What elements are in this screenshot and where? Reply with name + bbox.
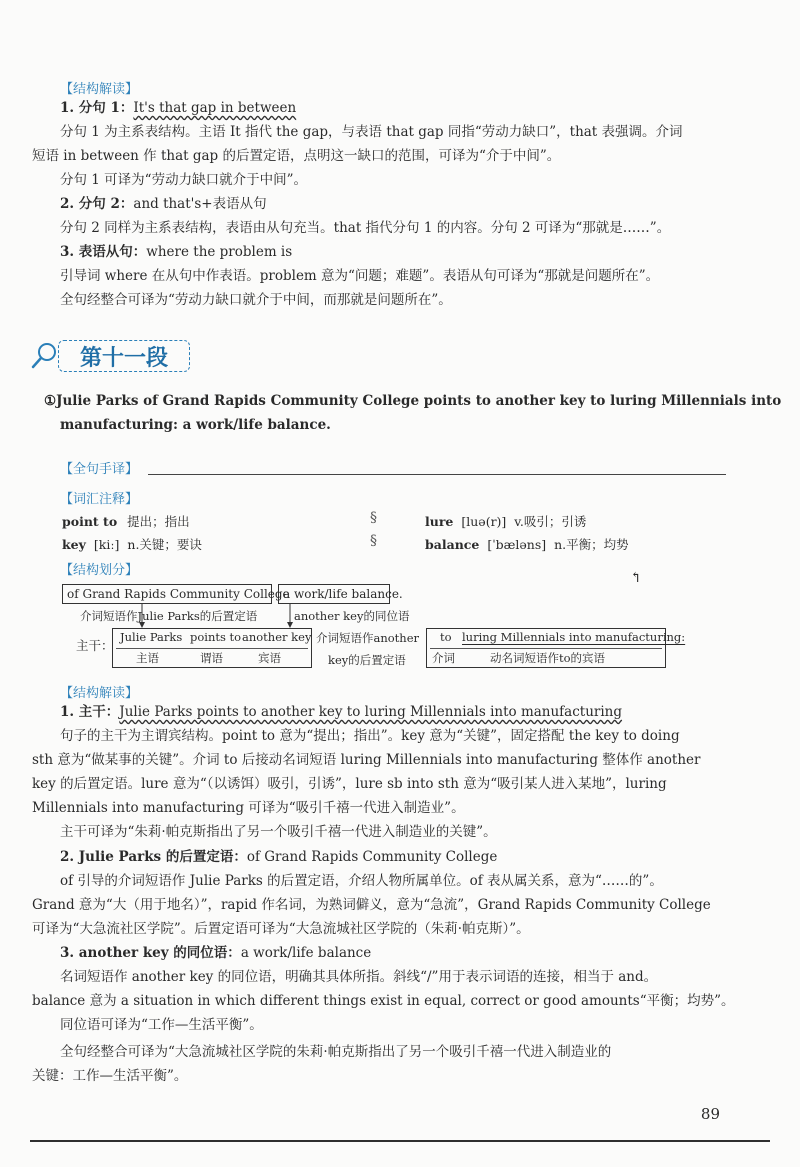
answer-line	[148, 474, 726, 475]
vocab-def: 提出；指出	[127, 514, 190, 529]
para: 分句 1 为主系表结构。主语 It 指代 the gap，与表语 that gap 同指“劳动力缺口”，that 表强调。介词	[60, 124, 683, 140]
vocab-def: v.吸引；引诱	[514, 514, 587, 529]
sentence-line: manufacturing: a work/life balance.	[60, 417, 331, 433]
para: 可译为“大急流社区学院”。后置定语可译为“大急流城社区学院的（朱莉·帕克斯）”。	[32, 921, 530, 937]
vocab-phon: [kiː]	[93, 537, 120, 552]
vocab-item	[62, 535, 202, 553]
vocab-phon: [ˈbæləns]	[487, 537, 547, 552]
gerund-text: luring Millennials into manufacturing:	[462, 630, 686, 644]
vocab-label: 【词汇注释】	[60, 492, 139, 507]
main-label: 主干：	[76, 638, 114, 653]
footer-rule	[30, 1140, 770, 1142]
object-text: another key	[242, 630, 312, 644]
divider-glyph: §	[370, 533, 377, 549]
prep-text: to	[440, 630, 452, 644]
para: key 的后置定语。lure 意为“（以诱饵）吸引，引诱”，lure sb into sth 意为“吸引某人进入某地”，luring	[32, 776, 667, 792]
mark-glyph: ↰	[630, 570, 642, 586]
divider-glyph: §	[370, 510, 377, 526]
clause3-heading	[60, 240, 292, 264]
clause3-prefix: 3. 表语从句：	[60, 244, 147, 260]
subject-text: Julie Parks	[120, 630, 183, 644]
verb-tag: 谓语	[200, 651, 223, 665]
verb-text: points to	[190, 630, 242, 644]
para: balance 意为 a situation in which different things exist in equal, correct or good amounts“平衡；均势”。	[32, 993, 735, 1009]
clause1-prefix: 1. 分句 1：	[60, 100, 134, 116]
diagram-note: another key的同位语	[294, 609, 410, 623]
clause1-text: It's that gap in between	[133, 100, 297, 116]
main-text: Julie Parks points to another key to luring Millennials into manufacturing	[119, 704, 623, 720]
vocab-phon: [luə(r)]	[461, 514, 507, 529]
para: 全句经整合可译为“劳动力缺口就介于中间，而那就是问题所在”。	[60, 292, 452, 308]
vocab-word: balance	[425, 537, 480, 552]
subject-tag: 主语	[136, 651, 159, 665]
modifier-text: of Grand Rapids Community College	[246, 849, 498, 865]
modifier-prefix: 2. Julie Parks 的后置定语：	[60, 849, 247, 865]
para: 主干可译为“朱莉·帕克斯指出了另一个吸引千禧一代进入制造业的关键”。	[60, 824, 497, 840]
vocab-word: lure	[425, 514, 454, 529]
para: 分句 1 可译为“劳动力缺口就介于中间”。	[60, 172, 307, 188]
para: Millennials into manufacturing 可译为“吸引千禧一代进入制造业”。	[32, 800, 465, 816]
diagram-box: of Grand Rapids Community College	[62, 584, 272, 604]
appositive-heading	[60, 941, 371, 965]
vocab-word: point to	[62, 514, 118, 529]
para: Grand 意为“大（用于地名）”，rapid 作名词，为熟词僻义，意为“急流”，Grand Rapids Community College	[32, 897, 711, 913]
vocab-def: n.关键；要诀	[127, 537, 202, 552]
structure-label: 【结构解读】	[60, 686, 139, 701]
mid-note: key的后置定语	[328, 653, 406, 667]
vocab-def: n.平衡；均势	[554, 537, 629, 552]
gerund-tag: 动名词短语作to的宾语	[490, 651, 606, 665]
prep-tag: 介词	[432, 651, 455, 665]
para: sth 意为“做某事的关键”。介词 to 后接动名词短语 luring Millennials into manufacturing 整体作 another	[32, 752, 701, 768]
appositive-prefix: 3. another key 的同位语：	[60, 945, 241, 961]
object-tag: 宾语	[258, 651, 281, 665]
divider	[116, 648, 308, 649]
para: 句子的主干为主谓宾结构。point to 意为“提出；指出”。key 意为“关键”，固定搭配 the key to doing	[60, 728, 680, 744]
clause2-text: and that's+表语从句	[133, 196, 267, 212]
vocab-item	[425, 512, 586, 530]
para: of 引导的介词短语作 Julie Parks 的后置定语，介绍人物所属单位。of 表从属关系，意为“……的”。	[60, 873, 663, 889]
sentence-line: ①Julie Parks of Grand Rapids Community College points to another key to luring Millennials into	[44, 393, 782, 409]
divider	[430, 648, 662, 649]
translate-label: 【全句手译】	[60, 462, 139, 477]
main-heading	[60, 700, 622, 724]
modifier-heading	[60, 845, 497, 869]
clause2-prefix: 2. 分句 2：	[60, 196, 134, 212]
structure-label: 【结构解读】	[60, 82, 139, 97]
para: 全句经整合可译为“大急流城社区学院的朱莉·帕克斯指出了另一个吸引千禧一代进入制造业的	[60, 1044, 612, 1060]
mid-note: 介词短语作another	[316, 631, 420, 645]
diagram-label: 【结构划分】	[60, 563, 139, 578]
para: 短语 in between 作 that gap 的后置定语，点明这一缺口的范围，可译为“介于中间”。	[32, 148, 561, 164]
clause1-heading	[60, 96, 296, 120]
page-number: 89	[700, 1105, 720, 1123]
vocab-word: key	[62, 537, 86, 552]
para: 名词短语作 another key 的同位语，明确其具体所指。斜线“/”用于表示词语的连接，相当于 and。	[60, 969, 658, 985]
para: 关键：工作—生活平衡”。	[32, 1068, 188, 1084]
magnifier-icon	[30, 340, 60, 370]
diagram-note: 介词短语作Julie Parks的后置定语	[80, 609, 258, 623]
appositive-text: a work/life balance	[240, 945, 372, 961]
section-title: 第十一段	[58, 340, 190, 372]
clause3-text: where the problem is	[146, 244, 293, 260]
vocab-item	[425, 535, 629, 553]
vocab-item	[62, 512, 190, 530]
para: 同位语可译为“工作—生活平衡”。	[60, 1017, 263, 1033]
main-prefix: 1. 主干：	[60, 704, 120, 720]
clause2-heading	[60, 192, 267, 216]
para: 分句 2 同样为主系表结构，表语由从句充当。that 指代分句 1 的内容。分句 2 可译为“那就是……”。	[60, 220, 671, 236]
diagram-box: a work/life balance.	[278, 584, 390, 604]
para: 引导词 where 在从句中作表语。problem 意为“问题；难题”。表语从句可译为“那就是问题所在”。	[60, 268, 660, 284]
